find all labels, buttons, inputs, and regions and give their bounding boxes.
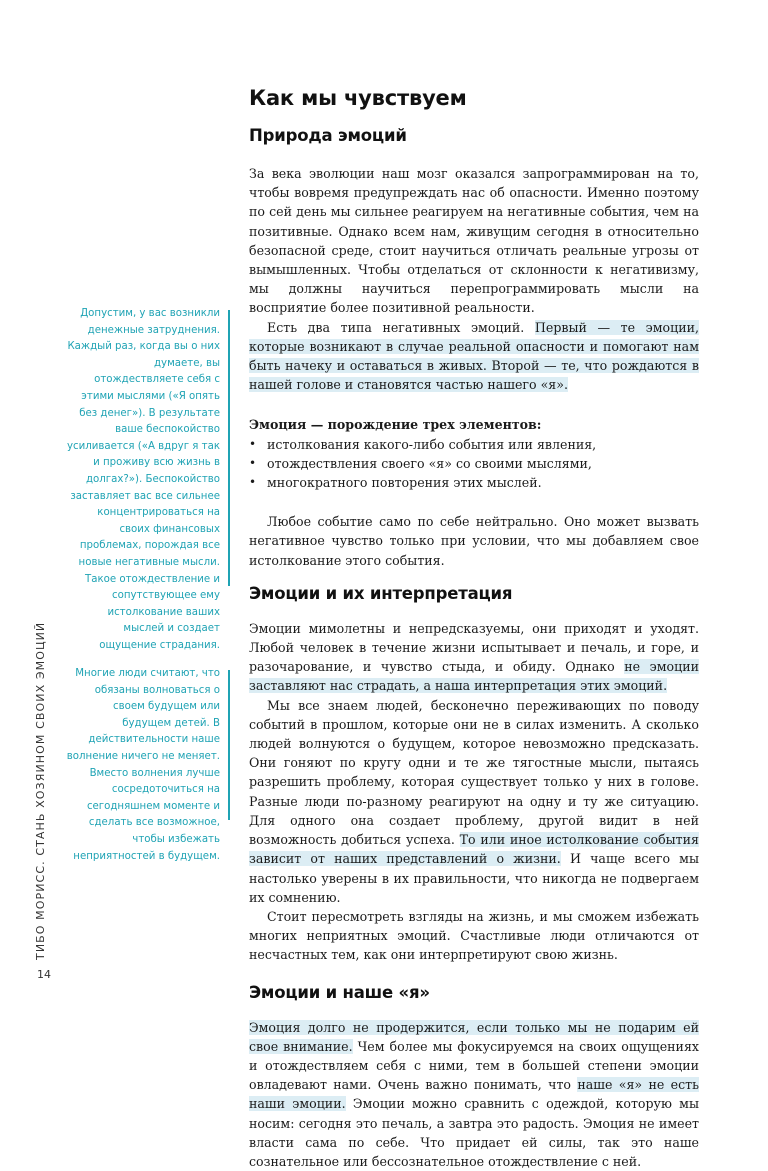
bullet-icon: •	[249, 475, 257, 490]
bullet-icon: •	[249, 436, 257, 451]
paragraph-text: Мы все знаем людей, бесконечно переживающих по поводу событий в прошлом, которые они не в силах изменить. А сколько людей волнуются о будущем, которое невозможно предсказать. Они гоняют по кругу одни и те же тягостные мысли, пытаясь разрешить проблему, которая существует только у них в голове. Разные люди по-разному реагируют на одну и ту же ситуацию. Для одного она создает проблему, другой видит в ней возможность добиться успеха.	[249, 697, 699, 848]
section-heading-nature: Природа эмоций	[249, 126, 407, 145]
paragraph-text: И чаще всего мы настолько уверены в их правильности, что никогда не подвергаем их сомнению.	[249, 851, 699, 905]
sidebar-note-future: Многие люди считают, что обязаны волноваться о своем будущем или будущем детей. В действительности наше волнение ничего не меняет. Вместо волнения лучше сосредоточиться на сегодняшнем моменте и сделать все возможное, чтобы избежать неприятностей в будущем.	[66, 668, 220, 862]
paragraph-text: Эмоции можно сравнить с одеждой, которую мы носим: сегодня это печаль, а завтра это радость. Эмоция не имеет власти сама по себе. Что придает ей силы, так это наше сознательное или бессознательное отождествление с ней.	[249, 1096, 700, 1169]
list-item	[249, 435, 699, 454]
paragraph: За века эволюции наш мозг оказался запрограммирован на то, чтобы вовремя предупреждать нас об опасности. Именно поэтому по сей день мы сильнее реагируем на негативные события, чем на позитивные. Однако всем нам, живущим сегодня в относительно безопасной среде, стоит научиться отличать реальные угрозы от вымышленных. Чтобы отделаться от склонности к негативизму, мы должны научиться перепрограммировать мысли на восприятие более позитивной реальности.	[249, 166, 699, 316]
list-item	[249, 473, 699, 492]
list-item-text: истолкования какого-либо события или явления,	[267, 436, 597, 452]
chapter-title: Как мы чувствуем	[249, 86, 467, 110]
bullet-icon: •	[249, 455, 257, 470]
paragraph-text: Эмоции мимолетны и непредсказуемы, они приходят и уходят. Любой человек в течение жизни испытывает и печаль, и горе, и разочарование, и чувство стыда, и обиду. Однако	[249, 620, 699, 675]
highlighted-text: не эмоции заставляют нас страдать, а наша интерпретация этих эмоций.	[249, 659, 700, 694]
main-column	[249, 86, 699, 1171]
paragraph: Стоит пересмотреть взгляды на жизнь, и мы сможем избежать многих неприятных эмоций. Счастливые люди отличаются от несчастных тем, как они интерпретируют свою жизнь.	[249, 908, 699, 963]
running-head: ТИБО МОРИСС. СТАНЬ ХОЗЯИНОМ СВОИХ ЭМОЦИЙ	[34, 621, 47, 960]
list-item	[249, 454, 699, 473]
paragraph-text: Чем более мы фокусируемся на своих ощущениях и отождествляем себя с ними, тем в большей степени эмоции овладевают нами. Очень важно понимать, что	[249, 1038, 700, 1093]
paragraph	[249, 619, 699, 696]
paragraph	[249, 1018, 699, 1171]
paragraph	[249, 318, 699, 395]
sidebar-note-rule	[228, 670, 230, 820]
highlighted-text: Первый — те эмоции, которые возникают в случае реальной опасности и помогают нам быть начеку и оставаться в живых. Второй — те, что рождаются в нашей голове и становятся частью нашего «я».	[249, 319, 699, 393]
section-heading-interpretation: Эмоции и их интерпретация	[249, 583, 513, 603]
list-lead: Эмоция — порождение трех элементов:	[249, 417, 542, 433]
list-item-text: многократного повторения этих мыслей.	[267, 475, 542, 491]
paragraph-text: Есть два типа негативных эмоций.	[267, 319, 535, 335]
sidebar-note-finances: Допустим, у вас возникли денежные затруднения. Каждый раз, когда вы о них думаете, вы отождествляете себя с этими мыслями («Я опять без денег»). В результате ваше беспокойство усиливается («А вдруг я так и проживу всю жизнь в долгах?»). Беспокойство заставляет вас все сильнее концентрироваться на своих финансовых проблемах, порождая все новые негативные мысли. Такое отождествление и сопутствующее ему истолкование ваших мыслей и создает ощущение страдания.	[66, 308, 220, 651]
emotion-elements-list	[249, 415, 699, 492]
paragraph: Любое событие само по себе нейтрально. Оно может вызвать негативное чувство только при условии, что мы добавляем свое истолкование этого события.	[249, 514, 699, 568]
list-item-text: отождествления своего «я» со своими мыслями,	[267, 455, 592, 471]
section-heading-self: Эмоции и наше «я»	[249, 982, 430, 1002]
highlighted-text: наше «я» не есть наши эмоции.	[249, 1077, 699, 1112]
page-number: 14	[37, 968, 51, 981]
highlighted-text: Эмоция долго не продержится, если только мы не подарим ей свое внимание.	[249, 1019, 699, 1054]
sidebar-note-rule	[228, 310, 230, 586]
paragraph	[249, 696, 699, 907]
highlighted-text: То или иное истолкование события зависит от наших представлений о жизни.	[249, 832, 699, 867]
